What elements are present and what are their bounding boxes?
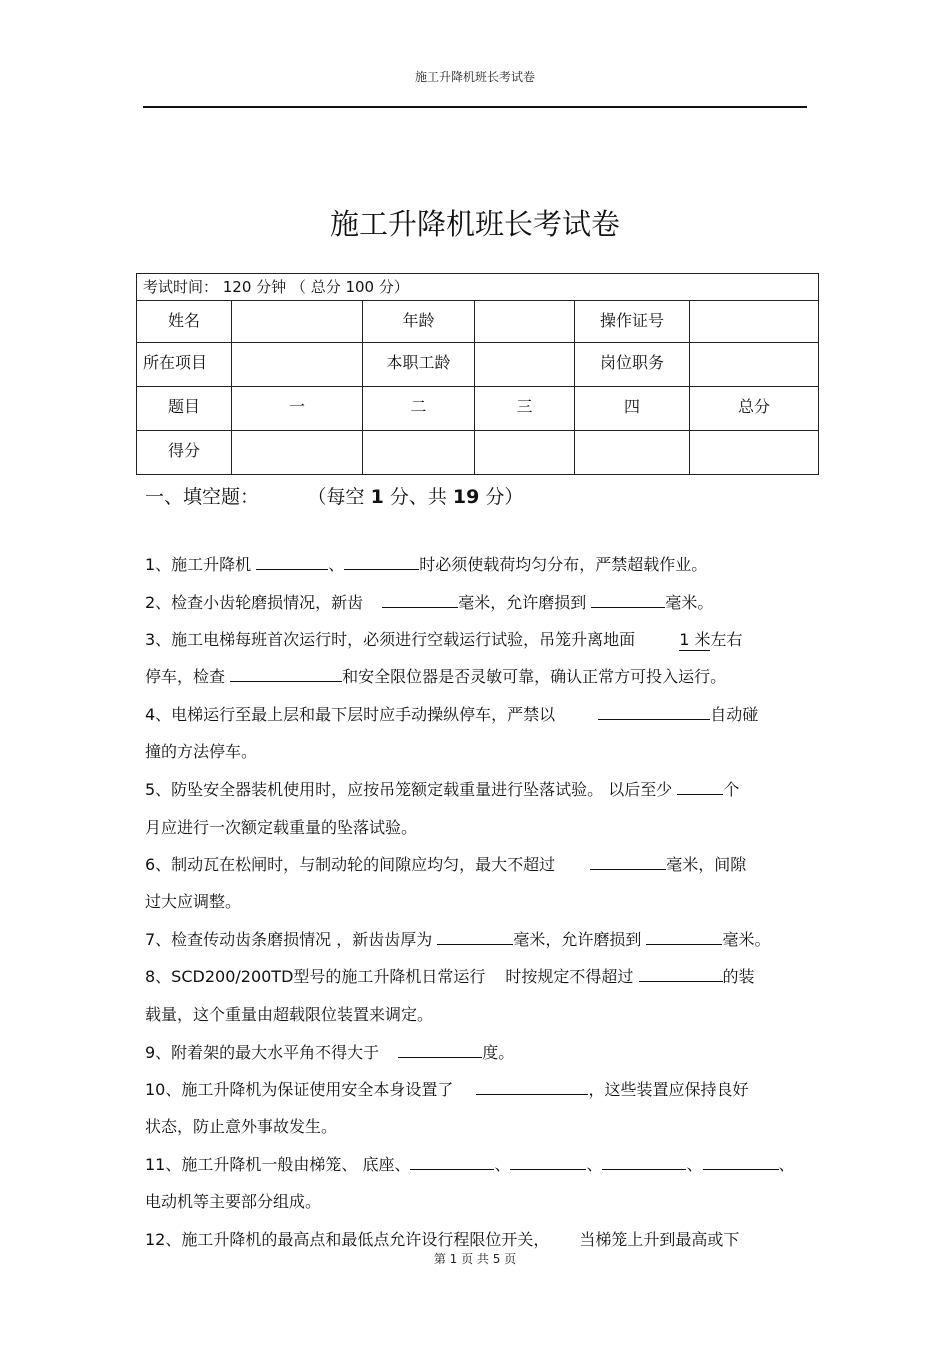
- document-title: 施工升降机班长考试卷: [329, 207, 620, 241]
- q6-text-b: 毫米，间隙: [666, 855, 747, 874]
- years-label: 本职工龄: [363, 343, 475, 387]
- age-label: 年龄: [363, 301, 475, 343]
- q6-blank-1[interactable]: [590, 855, 666, 870]
- points-suffix: 分）: [485, 486, 524, 508]
- q8-text-c: 时按规定不得超过: [505, 967, 634, 986]
- header-rule: [143, 106, 807, 108]
- running-header: 施工升降机班长考试卷: [414, 70, 535, 84]
- q4-text-a: 4、电梯运行至最上层和最下层时应手动操纵停车，严禁以: [145, 705, 556, 724]
- q12-text-b: 当梯笼上升到最高或下: [579, 1230, 740, 1249]
- q7-text-b: 毫米，允许磨损到: [513, 930, 642, 949]
- col-q3: 三: [475, 387, 575, 431]
- q8-text-d: 的装: [722, 967, 755, 986]
- points-total: 19: [452, 486, 480, 508]
- q4-blank-1[interactable]: [598, 705, 710, 720]
- q1-text-b: 、: [328, 555, 345, 574]
- age-field[interactable]: [475, 301, 575, 343]
- q8-blank-1[interactable]: [639, 967, 723, 982]
- cert-label: 操作证号: [575, 301, 690, 343]
- col-total: 总分: [690, 387, 819, 431]
- score-q1[interactable]: [232, 431, 363, 475]
- q3-text-d: 和安全限位器是否灵敏可靠，确认正常方可投入运行。: [342, 667, 727, 686]
- q6-text-a: 6、制动瓦在松闸时，与制动轮的间隙应均匀，最大不超过: [145, 855, 556, 874]
- question-11-line-2: 电动机等主要部分组成。: [145, 1192, 322, 1211]
- question-10-line-2: 状态，防止意外事故发生。: [145, 1117, 338, 1136]
- question-12-line-1: [145, 1227, 739, 1250]
- name-field[interactable]: [232, 301, 363, 343]
- q3-blank-1[interactable]: [230, 667, 342, 682]
- cert-field[interactable]: [690, 301, 819, 343]
- q11-blank-4[interactable]: [703, 1155, 779, 1170]
- q11-sep-1: 、: [494, 1155, 511, 1174]
- name-label: 姓名: [137, 301, 232, 343]
- q2-text-c: 毫米。: [665, 593, 714, 612]
- q5-blank-1[interactable]: [677, 780, 723, 795]
- q5-text-a: 5、防坠安全器装机使用时，应按吊笼额定载重量进行坠落试验。 以后至少: [145, 780, 673, 799]
- points-per-blank: 1: [370, 486, 384, 508]
- q10-text-a: 10、施工升降机为保证使用安全本身设置了: [145, 1080, 454, 1099]
- question-2: [145, 590, 713, 613]
- score-q3[interactable]: [475, 431, 575, 475]
- question-4-line-2: 撞的方法停车。: [145, 742, 258, 761]
- q7-blank-1[interactable]: [437, 930, 513, 945]
- page-footer: 第 1 页 共 5 页: [433, 1252, 517, 1266]
- q9-text-a: 9、附着架的最大水平角不得大于: [145, 1043, 380, 1062]
- question-label: 题目: [137, 387, 232, 431]
- question-6-line-1: [145, 852, 746, 875]
- q5-text-b: 个: [723, 780, 740, 799]
- q11-sep-3: 、: [686, 1155, 703, 1174]
- question-3-line-2: [145, 664, 726, 687]
- q11-sep-2: 、: [586, 1155, 603, 1174]
- score-q4[interactable]: [575, 431, 690, 475]
- project-label: 所在项目: [137, 343, 232, 387]
- question-8-line-2: 载量，这个重量由超载限位装置来调定。: [145, 1005, 434, 1024]
- q3-text-a: 3、施工电梯每班首次运行时，必须进行空载运行试验，吊笼升离地面: [145, 630, 636, 649]
- q10-text-b: ，这些装置应保持良好: [588, 1080, 749, 1099]
- q1-blank-1[interactable]: [256, 555, 328, 570]
- question-6-line-2: 过大应调整。: [145, 892, 242, 911]
- score-label: 得分: [137, 431, 232, 475]
- exam-info-table: [136, 273, 819, 475]
- question-1: [145, 552, 707, 575]
- points-prefix: （每空: [317, 486, 365, 508]
- q8-text-a: 8、SCD200/200TD: [145, 967, 294, 986]
- col-q2: 二: [363, 387, 475, 431]
- question-5-line-1: [145, 777, 739, 800]
- q11-blank-3[interactable]: [602, 1155, 686, 1170]
- q8-text-b: 型号的施工升降机日常运行: [293, 967, 486, 986]
- q3-filled-value: 1 米: [679, 627, 710, 651]
- q11-blank-1[interactable]: [410, 1155, 494, 1170]
- question-3-line-1: [145, 627, 742, 651]
- question-5-line-2: 月应进行一次额定载重量的坠落试验。: [145, 818, 418, 837]
- q12-text-a: 12、施工升降机的最高点和最低点允许设行程限位开关，: [145, 1230, 550, 1249]
- q1-text-a: 1、施工升降机: [145, 555, 252, 574]
- section-fill-in-title: [145, 482, 523, 509]
- score-q2[interactable]: [363, 431, 475, 475]
- post-label: 岗位职务: [575, 343, 690, 387]
- question-7: [145, 927, 771, 950]
- q11-blank-2[interactable]: [510, 1155, 586, 1170]
- years-field[interactable]: [475, 343, 575, 387]
- points-mid: 分、共: [389, 486, 447, 508]
- q2-text-a: 2、检查小齿轮磨损情况，新齿: [145, 593, 364, 612]
- question-4-line-1: [145, 702, 758, 725]
- col-q1: 一: [232, 387, 363, 431]
- q11-text-a: 11、施工升降机一般由梯笼、 底座、: [145, 1155, 411, 1174]
- question-11-line-1: [145, 1152, 795, 1175]
- q9-text-b: 度。: [482, 1043, 515, 1062]
- col-q4: 四: [575, 387, 690, 431]
- q2-blank-2[interactable]: [591, 593, 665, 608]
- q7-text-a: 7、检查传动齿条磨损情况 ，新齿齿厚为: [145, 930, 433, 949]
- q3-text-b: 左右: [710, 630, 743, 649]
- q1-blank-2[interactable]: [344, 555, 419, 570]
- q10-blank-1[interactable]: [476, 1080, 588, 1095]
- project-field[interactable]: [232, 343, 363, 387]
- q7-blank-2[interactable]: [646, 930, 722, 945]
- post-field[interactable]: [690, 343, 819, 387]
- q1-text-c: 时必须使载荷均匀分布，严禁超载作业。: [419, 555, 708, 574]
- question-8-line-1: [145, 964, 755, 987]
- exam-time-cell: 考试时间： 120 分钟 （ 总分 100 分）: [137, 274, 819, 301]
- q2-blank-1[interactable]: [382, 593, 458, 608]
- score-total[interactable]: [690, 431, 819, 475]
- q3-text-c: 停车，检查: [145, 667, 226, 686]
- q2-text-b: 毫米，允许磨损到: [458, 593, 587, 612]
- q9-blank-1[interactable]: [398, 1043, 482, 1058]
- section-heading: 一、填空题：: [145, 486, 260, 508]
- q4-text-b: 自动碰: [710, 705, 759, 724]
- q11-sep-4: 、: [778, 1155, 795, 1174]
- question-9: [145, 1040, 514, 1063]
- question-10-line-1: [145, 1077, 748, 1100]
- q7-text-c: 毫米。: [722, 930, 771, 949]
